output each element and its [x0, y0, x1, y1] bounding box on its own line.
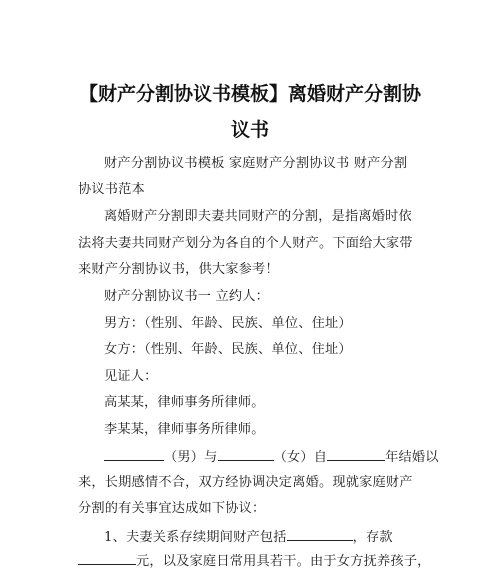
marriage-clause-line-2: 来，长期感情不合，双方经协调决定离婚。现就家庭财产 [78, 475, 413, 490]
title-line-2: 议书 [230, 119, 269, 141]
male-label: （男）与 [164, 450, 218, 465]
deposit-continuation: 元，以及家庭日常用具若干。由于女方抚养孩子， [136, 554, 431, 569]
deposit-label: ，存款 [352, 530, 393, 545]
female-label: （女）自 [273, 450, 328, 465]
male-party: 男方：（性别、年龄、民族、单位、住址） [104, 316, 352, 331]
paragraph-intro-line-2: 法将夫妻共同财产划分为各自的个人财产。下面给大家带 [78, 236, 413, 251]
property-clause-line-1 [104, 526, 464, 548]
agreement-heading: 财产分割协议书一 立约人： [104, 289, 270, 304]
paragraph-intro-line-1: 离婚财产分割即夫妻共同财产的分割，是指离婚时依 [104, 209, 412, 224]
witness-label: 见证人： [104, 369, 158, 384]
witness-1: 高某某，律师事务所律师。 [104, 395, 265, 410]
marriage-clause-line-3: 分割的有关事宜达成如下协议： [78, 501, 266, 516]
blank-year [327, 446, 385, 461]
blank-female-name [218, 446, 274, 461]
property-clause-text: 1、夫妻关系存续期间财产包括 [104, 530, 287, 545]
property-clause-line-2 [78, 550, 438, 572]
witness-2: 李某某，律师事务所律师。 [104, 422, 265, 437]
female-party: 女方：（性别、年龄、民族、单位、住址） [104, 342, 352, 357]
title-line-1: 【财产分割协议书模板】离婚财产分割协 [78, 83, 421, 105]
blank-deposit-amount [78, 550, 136, 565]
marriage-year-text: 年结婚以 [385, 450, 439, 465]
paragraph-keywords-line-2: 协议书范本 [78, 182, 145, 197]
marriage-clause-line-1 [104, 446, 464, 468]
blank-property [287, 526, 353, 541]
blank-male-name [104, 446, 164, 461]
paragraph-intro-line-3: 来财产分割协议书，供大家参考！ [78, 262, 279, 277]
document-title [60, 78, 440, 146]
paragraph-keywords-line-1: 财产分割协议书模板 家庭财产分割协议书 财产分割 [104, 156, 408, 171]
